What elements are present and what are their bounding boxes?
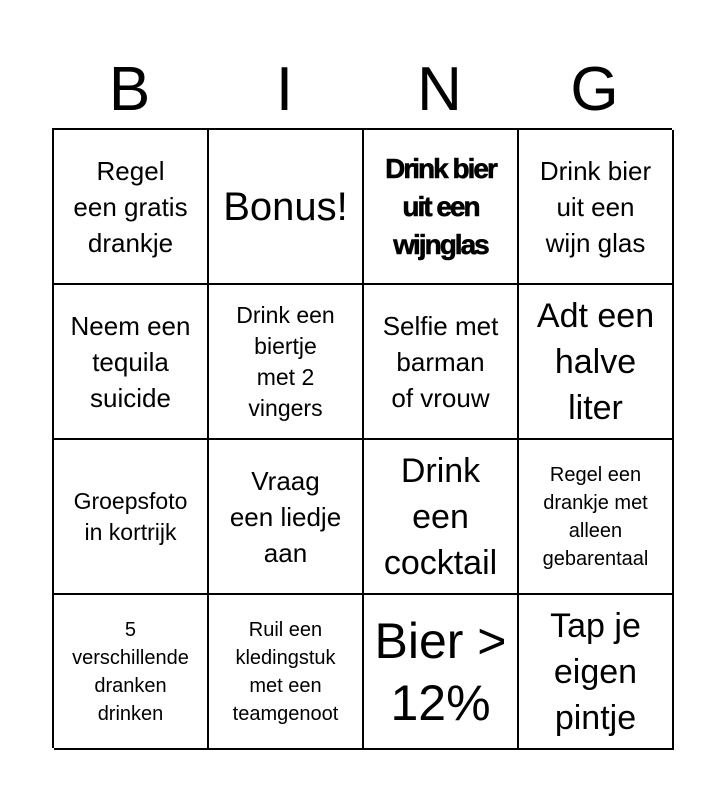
cell-text: Regel een gratis drankje	[73, 155, 188, 258]
cell-text: Groepsfoto in kortrijk	[73, 487, 188, 545]
bingo-cell[interactable]	[364, 440, 519, 595]
bingo-cell[interactable]	[519, 595, 674, 750]
cell-text: Bier > 12%	[374, 612, 507, 731]
bingo-cell[interactable]	[54, 440, 209, 595]
bingo-cell[interactable]	[54, 285, 209, 440]
header-letter-b: B	[108, 55, 151, 124]
bingo-cell[interactable]	[519, 130, 674, 285]
cell-text: Tap je eigen pintje	[550, 606, 641, 737]
cell-text: Adt een halve liter	[536, 296, 655, 427]
cell-text: Selfie met barman of vrouw	[382, 310, 499, 413]
header-letter-n: N	[417, 55, 462, 124]
bingo-cell[interactable]	[364, 595, 519, 750]
bingo-board	[52, 128, 672, 748]
bingo-cell[interactable]	[209, 285, 364, 440]
bingo-header	[52, 52, 672, 128]
cell-text: Bonus!	[223, 184, 348, 229]
cell-text: Drink bier uit een wijn glas	[539, 155, 652, 258]
cell-text: 5 verschillende dranken drinken	[72, 618, 189, 725]
cell-text: Drink een cocktail	[383, 451, 498, 582]
bingo-cell[interactable]	[209, 595, 364, 750]
bingo-cell[interactable]	[209, 130, 364, 285]
cell-text: Drink bier uit een wijnglas	[385, 152, 496, 260]
bingo-cell[interactable]	[364, 130, 519, 285]
cell-text: Drink een biertje met 2 vingers	[236, 301, 335, 421]
header-letter-g: G	[570, 55, 619, 124]
cell-text: Regel een drankje met alleen gebarentaal	[542, 463, 649, 570]
bingo-cell[interactable]	[209, 440, 364, 595]
cell-text: Vraag een liedje aan	[229, 465, 342, 568]
cell-text: Neem een tequila suicide	[70, 310, 191, 413]
cell-text: Ruil een kledingstuk met een teamgenoot	[232, 618, 339, 725]
bingo-cell[interactable]	[364, 285, 519, 440]
bingo-cell[interactable]	[519, 285, 674, 440]
bingo-cell[interactable]	[519, 440, 674, 595]
bingo-cell[interactable]	[54, 595, 209, 750]
bingo-cell[interactable]	[54, 130, 209, 285]
header-letter-i: I	[275, 55, 294, 124]
